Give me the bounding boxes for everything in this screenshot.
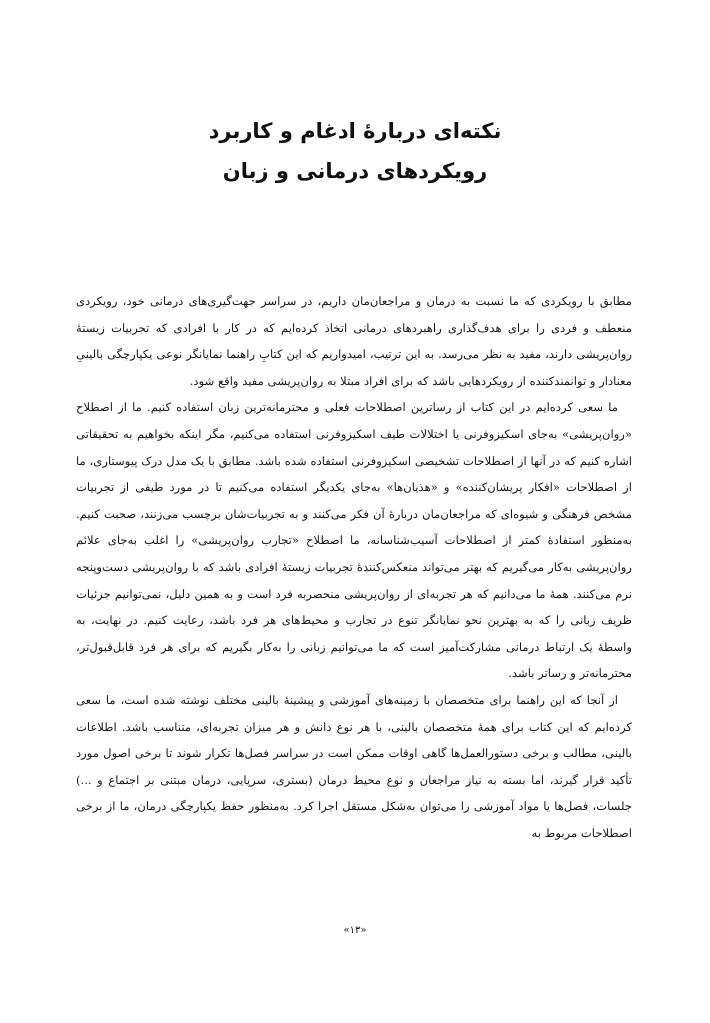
paragraph-3: از آنجا که این راهنما برای متخصصان با زمینه‌های آموزشی و پیشینهٔ بالینی مختلف نوشته شده است، ما سعی کرده‌ایم که این کتاب برای همهٔ متخصصان بالینی، با هر نوع دانش و هر میزان تجربه‌ای، متناسب باشد. اطلاعات بالینی، مطالب و برخی دستورالعمل‌ها گاهی اوقات ممکن است در سراسر فصل‌ها تکرار شوند تا برخی اصول مورد تأکید قرار گیرند، اما بسته به نیاز مراجعان و نوع محیط درمان (بستری، سرپایی، درمان مبتنی بر اجتماع و ...) جلسات، فصل‌ها یا مواد آموزشی را می‌توان به‌شکل مستقل اجرا کرد. به‌منظور حفظ یکپارچگی درمان، ما از برخی اصطلاحات مربوط به [76,692,632,840]
paragraph-1: مطابق با رویکردی که ما نسبت به درمان و مراجعان‌مان داریم، در سراسر جهت‌گیری‌های درمانی خود، رویکردی منعطف و فردی را برای هدف‌گذاری راهبردهای درمانی اتخاذ کرده‌ایم که در کار با افرادی که تجربیات زیستهٔ روان‌پریشی دارند، مفید به نظر می‌رسد. به این ترتیب، امیدواریم که این کتابِ راهنما نمایانگر نوعی یکپارچگی بالینیِ معنادار و توانمندکننده از رویکردهایی باشد که برای افراد مبتلا به روان‌پریشی مفید واقع شود. [76,294,632,388]
paragraph-2: ما سعی کرده‌ایم در این کتاب از رساترین اصطلاحات فعلی و محترمانه‌ترین زبان استفاده کنیم. ما از اصطلاح «روان‌پریشی» به‌جای اسکیزوفرنی یا اختلالات طیف اسکیزوفرنی استفاده می‌کنیم، مگر اینکه بخواهیم به تحقیقاتی اشاره کنیم که در آنها از اصطلاحات تشخیصی اسکیزوفرنی استفاده شده باشد. مطابق با یک مدل درک پیوستاری، ما از اصطلاحات «افکار پریشان‌کننده» و «هذیان‌ها» به‌جای یکدیگر استفاده می‌کنیم تا در مورد طیفی از تجربیات مشخص فرهنگی و شیوه‌ای که مراجعان‌مان دربارهٔ آن فکر می‌کنند و به تجربیات‌شان برچسب می‌زنند، صحبت کنیم. به‌منظور استفادهٔ کمتر از اصطلاحات آسیب‌شناسانه، ما اصطلاح «تجارب روان‌پریشی» را اغلب به‌جای علائم روان‌پریشی به‌کار می‌گیریم که بهتر می‌تواند منعکس‌کنندهٔ تجربیات زیستهٔ افرادی باشد که با روان‌پریشی دست‌وپنجه نرم می‌کنند. همهٔ ما می‌دانیم که هر تجربه‌ای از روان‌پریشی منحصربه فرد است و به همین دلیل، نمی‌توانیم جزئیات ظریف زبانی را که به بهترین نحو نمایانگر تنوع در تجارب و محیط‌های هر فرد باشد، رعایت کنیم. در نهایت، به واسطهٔ یک ارتباط درمانی مشارکت‌آمیز است که ما می‌توانیم زبانی را به‌کار بگیریم که برای هر فرد قابل‌قبول‌تر، محترمانه‌تر و رساتر باشد. [76,400,632,681]
chapter-title-line-1: نکته‌ای دربارهٔ ادغام و کاربرد [208,119,502,143]
chapter-title-line-2: رویکردهای درمانی و زبان [222,159,488,183]
page-number: «۱۳» [343,925,367,936]
body-text [76,288,632,846]
